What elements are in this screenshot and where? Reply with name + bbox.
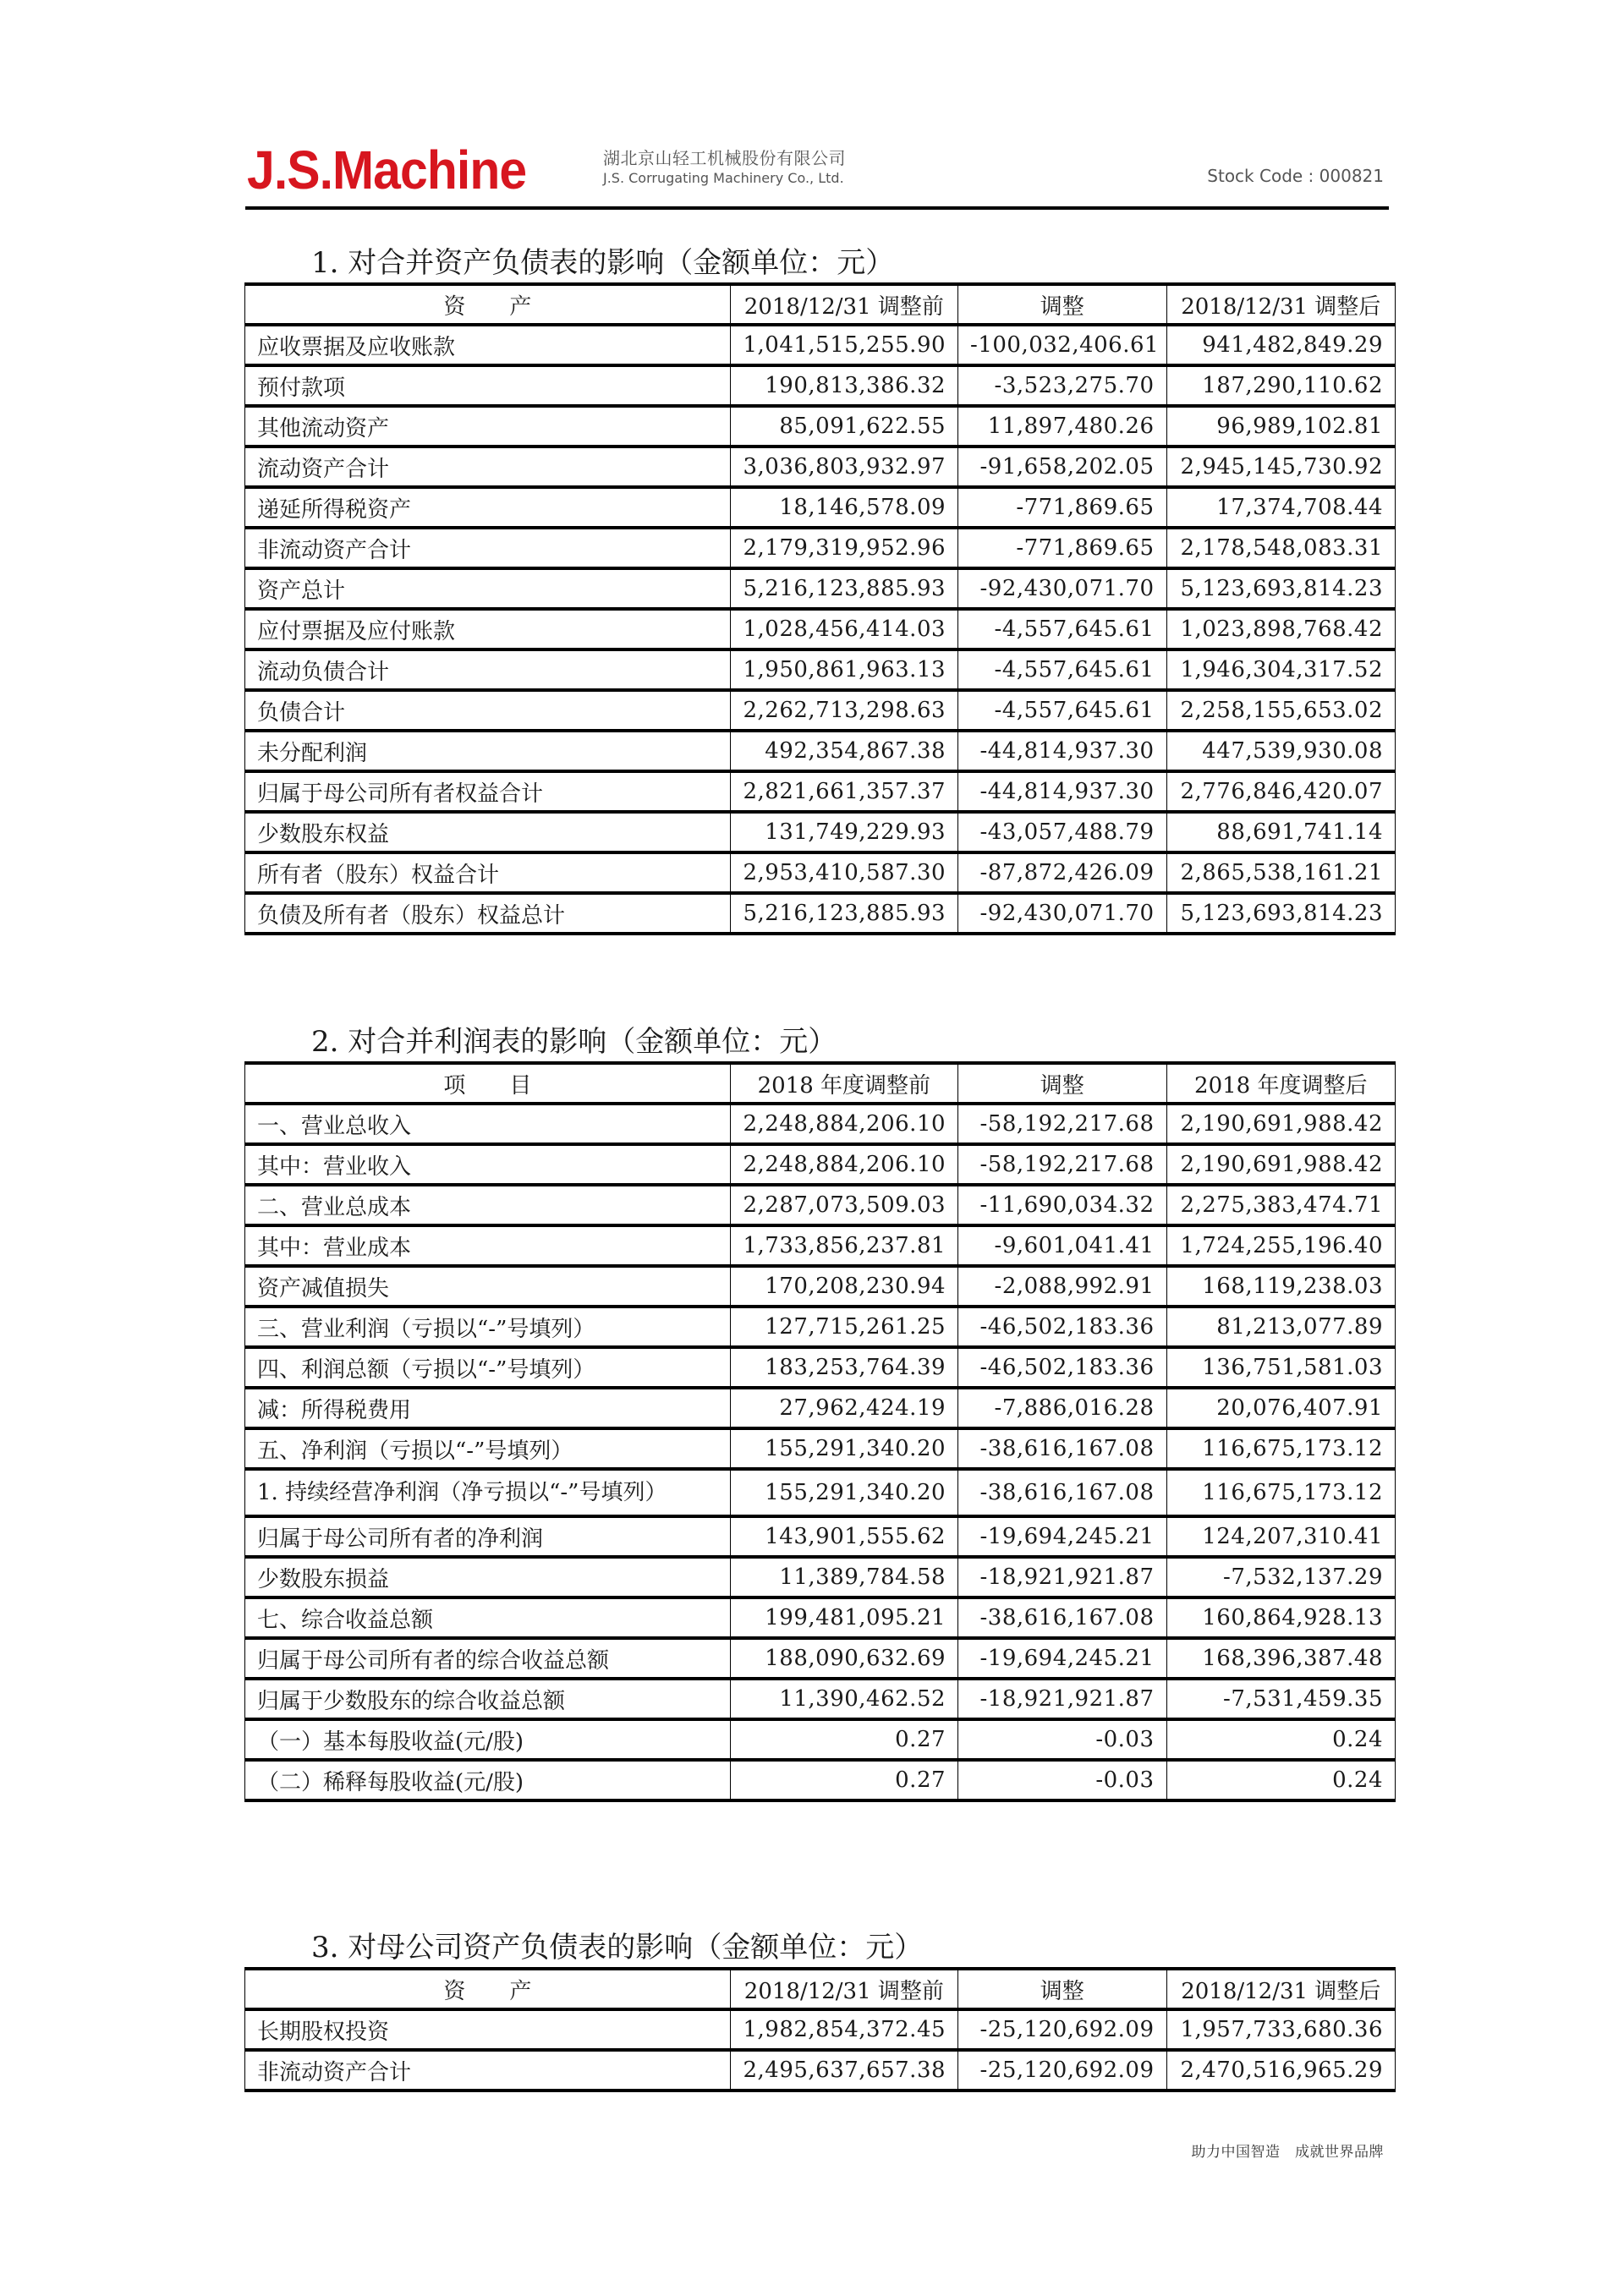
cell-before: 143,901,555.62 [730, 1516, 957, 1557]
section-title-parent-balance-sheet: 3. 对母公司资产负债表的影响（金额单位：元） [311, 1931, 924, 1964]
cell-adjustment: -92,430,071.70 [958, 568, 1166, 609]
cell-before: 5,216,123,885.93 [730, 893, 957, 934]
cell-before: 2,248,884,206.10 [730, 1144, 957, 1185]
cell-adjustment: -25,120,692.09 [958, 2050, 1166, 2091]
cell-adjustment: -87,872,426.09 [958, 852, 1166, 893]
table-row [245, 568, 1396, 609]
cell-after: 0.24 [1166, 1719, 1396, 1760]
cell-before: 5,216,123,885.93 [730, 568, 957, 609]
cell-after: 2,190,691,988.42 [1166, 1144, 1396, 1185]
cell-after: 2,776,846,420.07 [1166, 771, 1396, 812]
table-row [245, 690, 1396, 731]
cell-before: 0.27 [730, 1719, 957, 1760]
cell-after: -7,531,459.35 [1166, 1679, 1396, 1719]
table-row [245, 1557, 1396, 1597]
table-row [245, 1347, 1396, 1388]
row-label: 递延所得税资产 [245, 487, 731, 528]
row-label: 归属于母公司所有者的综合收益总额 [245, 1638, 731, 1679]
row-label: 流动负债合计 [245, 649, 731, 690]
cell-before: 2,953,410,587.30 [730, 852, 957, 893]
cell-adjustment: -19,694,245.21 [958, 1638, 1166, 1679]
table-row [245, 1144, 1396, 1185]
table-row [245, 649, 1396, 690]
cell-before: 2,495,637,657.38 [730, 2050, 957, 2091]
cell-adjustment: -92,430,071.70 [958, 893, 1166, 934]
row-label: 1. 持续经营净利润（净亏损以“-”号填列） [245, 1469, 731, 1516]
table-row [245, 893, 1396, 934]
column-header: 2018/12/31 调整后 [1166, 284, 1396, 325]
cell-before: 11,390,462.52 [730, 1679, 957, 1719]
cell-after: 136,751,581.03 [1166, 1347, 1396, 1388]
table-row [245, 365, 1396, 406]
stock-code: Stock Code : 000821 [1207, 166, 1384, 186]
row-label: 少数股东损益 [245, 1557, 731, 1597]
cell-before: 18,146,578.09 [730, 487, 957, 528]
column-header: 2018 年度调整后 [1166, 1063, 1396, 1104]
table-row [245, 528, 1396, 568]
cell-after: -7,532,137.29 [1166, 1557, 1396, 1597]
row-label: 归属于少数股东的综合收益总额 [245, 1679, 731, 1719]
table-row [245, 1638, 1396, 1679]
cell-before: 2,287,073,509.03 [730, 1185, 957, 1225]
table-row [245, 1719, 1396, 1760]
table-row [245, 1428, 1396, 1469]
cell-after: 2,275,383,474.71 [1166, 1185, 1396, 1225]
cell-after: 941,482,849.29 [1166, 325, 1396, 365]
row-label: 长期股权投资 [245, 2009, 731, 2050]
row-label: 减：所得税费用 [245, 1388, 731, 1428]
cell-after: 81,213,077.89 [1166, 1307, 1396, 1347]
table-parent-balance-sheet [244, 1967, 1396, 2092]
cell-after: 5,123,693,814.23 [1166, 893, 1396, 934]
cell-before: 170,208,230.94 [730, 1266, 957, 1307]
cell-after: 2,470,516,965.29 [1166, 2050, 1396, 2091]
cell-adjustment: -91,658,202.05 [958, 447, 1166, 487]
row-label: 其中：营业收入 [245, 1144, 731, 1185]
cell-after: 20,076,407.91 [1166, 1388, 1396, 1428]
column-header: 资 产 [245, 1969, 731, 2009]
row-label: 未分配利润 [245, 731, 731, 771]
row-label: 流动资产合计 [245, 447, 731, 487]
row-label: 预付款项 [245, 365, 731, 406]
table-header-row [245, 284, 1396, 325]
cell-adjustment: -38,616,167.08 [958, 1469, 1166, 1516]
row-label: （一）基本每股收益(元/股) [245, 1719, 731, 1760]
cell-before: 183,253,764.39 [730, 1347, 957, 1388]
row-label: 二、营业总成本 [245, 1185, 731, 1225]
cell-adjustment: -44,814,937.30 [958, 731, 1166, 771]
column-header: 2018/12/31 调整后 [1166, 1969, 1396, 2009]
cell-after: 96,989,102.81 [1166, 406, 1396, 447]
cell-after: 2,945,145,730.92 [1166, 447, 1396, 487]
cell-adjustment: -4,557,645.61 [958, 609, 1166, 649]
cell-after: 1,023,898,768.42 [1166, 609, 1396, 649]
cell-before: 188,090,632.69 [730, 1638, 957, 1679]
cell-after: 17,374,708.44 [1166, 487, 1396, 528]
cell-adjustment: -7,886,016.28 [958, 1388, 1166, 1428]
table-row [245, 771, 1396, 812]
table-row [245, 487, 1396, 528]
table-row [245, 852, 1396, 893]
row-label: 非流动资产合计 [245, 2050, 731, 2091]
company-name-cn: 湖北京山轻工机械股份有限公司 [603, 148, 846, 168]
row-label: 非流动资产合计 [245, 528, 731, 568]
cell-after: 1,957,733,680.36 [1166, 2009, 1396, 2050]
table-row [245, 812, 1396, 852]
cell-after: 0.24 [1166, 1760, 1396, 1800]
cell-adjustment: -2,088,992.91 [958, 1266, 1166, 1307]
row-label: 其他流动资产 [245, 406, 731, 447]
cell-before: 0.27 [730, 1760, 957, 1800]
cell-adjustment: -771,869.65 [958, 487, 1166, 528]
cell-after: 2,190,691,988.42 [1166, 1104, 1396, 1144]
row-label: 四、利润总额（亏损以“-”号填列） [245, 1347, 731, 1388]
table-row [245, 1104, 1396, 1144]
cell-adjustment: -38,616,167.08 [958, 1597, 1166, 1638]
cell-before: 190,813,386.32 [730, 365, 957, 406]
cell-before: 2,821,661,357.37 [730, 771, 957, 812]
table-consolidated-balance-sheet [244, 282, 1396, 935]
header-divider [245, 206, 1389, 210]
company-name-en: J.S. Corrugating Machinery Co., Ltd. [603, 170, 844, 186]
cell-before: 155,291,340.20 [730, 1469, 957, 1516]
cell-adjustment: -19,694,245.21 [958, 1516, 1166, 1557]
cell-after: 2,178,548,083.31 [1166, 528, 1396, 568]
table-row [245, 447, 1396, 487]
row-label: 资产总计 [245, 568, 731, 609]
cell-before: 1,950,861,963.13 [730, 649, 957, 690]
cell-adjustment: -18,921,921.87 [958, 1679, 1166, 1719]
row-label: 应付票据及应付账款 [245, 609, 731, 649]
cell-adjustment: -58,192,217.68 [958, 1104, 1166, 1144]
column-header: 调整 [958, 284, 1166, 325]
row-label: 其中：营业成本 [245, 1225, 731, 1266]
cell-before: 127,715,261.25 [730, 1307, 957, 1347]
table-row [245, 406, 1396, 447]
table-row [245, 2009, 1396, 2050]
cell-after: 447,539,930.08 [1166, 731, 1396, 771]
row-label: 三、营业利润（亏损以“-”号填列） [245, 1307, 731, 1347]
cell-before: 199,481,095.21 [730, 1597, 957, 1638]
table-consolidated-income-statement [244, 1061, 1396, 1802]
company-name-block [603, 147, 846, 188]
table-row [245, 1266, 1396, 1307]
cell-adjustment: -46,502,183.36 [958, 1347, 1166, 1388]
table-body [245, 1969, 1396, 2091]
cell-before: 492,354,867.38 [730, 731, 957, 771]
cell-before: 1,041,515,255.90 [730, 325, 957, 365]
section-title-consolidated-income-statement: 2. 对合并利润表的影响（金额单位：元） [311, 1025, 837, 1059]
cell-before: 11,389,784.58 [730, 1557, 957, 1597]
cell-before: 2,179,319,952.96 [730, 528, 957, 568]
cell-before: 27,962,424.19 [730, 1388, 957, 1428]
cell-after: 116,675,173.12 [1166, 1428, 1396, 1469]
cell-after: 168,396,387.48 [1166, 1638, 1396, 1679]
table-row [245, 731, 1396, 771]
column-header: 2018 年度调整前 [730, 1063, 957, 1104]
column-header: 2018/12/31 调整前 [730, 1969, 957, 2009]
cell-before: 3,036,803,932.97 [730, 447, 957, 487]
footer-tagline: 助力中国智造 成就世界品牌 [1191, 2144, 1384, 2161]
table-row [245, 1679, 1396, 1719]
cell-after: 160,864,928.13 [1166, 1597, 1396, 1638]
cell-adjustment: -58,192,217.68 [958, 1144, 1166, 1185]
page-header [244, 135, 1396, 211]
table-header-row [245, 1063, 1396, 1104]
cell-after: 2,258,155,653.02 [1166, 690, 1396, 731]
cell-after: 124,207,310.41 [1166, 1516, 1396, 1557]
cell-after: 1,946,304,317.52 [1166, 649, 1396, 690]
table-header-row [245, 1969, 1396, 2009]
cell-adjustment: -771,869.65 [958, 528, 1166, 568]
cell-adjustment: -11,690,034.32 [958, 1185, 1166, 1225]
table-row [245, 1469, 1396, 1516]
cell-after: 168,119,238.03 [1166, 1266, 1396, 1307]
row-label: 七、综合收益总额 [245, 1597, 731, 1638]
cell-adjustment: -43,057,488.79 [958, 812, 1166, 852]
cell-adjustment: -0.03 [958, 1760, 1166, 1800]
cell-before: 1,733,856,237.81 [730, 1225, 957, 1266]
cell-before: 2,248,884,206.10 [730, 1104, 957, 1144]
column-header: 调整 [958, 1969, 1166, 2009]
cell-after: 2,865,538,161.21 [1166, 852, 1396, 893]
row-label: 所有者（股东）权益合计 [245, 852, 731, 893]
table-row [245, 609, 1396, 649]
cell-adjustment: -9,601,041.41 [958, 1225, 1166, 1266]
company-logo: J.S.Machine [247, 140, 527, 200]
row-label: 负债合计 [245, 690, 731, 731]
row-label: 少数股东权益 [245, 812, 731, 852]
cell-after: 5,123,693,814.23 [1166, 568, 1396, 609]
cell-before: 2,262,713,298.63 [730, 690, 957, 731]
cell-adjustment: -4,557,645.61 [958, 649, 1166, 690]
column-header: 资 产 [245, 284, 731, 325]
cell-adjustment: -4,557,645.61 [958, 690, 1166, 731]
row-label: 一、营业总收入 [245, 1104, 731, 1144]
cell-before: 85,091,622.55 [730, 406, 957, 447]
row-label: 五、净利润（亏损以“-”号填列） [245, 1428, 731, 1469]
cell-before: 1,028,456,414.03 [730, 609, 957, 649]
table-row [245, 325, 1396, 365]
cell-adjustment: -44,814,937.30 [958, 771, 1166, 812]
column-header: 2018/12/31 调整前 [730, 284, 957, 325]
cell-after: 187,290,110.62 [1166, 365, 1396, 406]
cell-adjustment: 11,897,480.26 [958, 406, 1166, 447]
cell-adjustment: -25,120,692.09 [958, 2009, 1166, 2050]
cell-after: 88,691,741.14 [1166, 812, 1396, 852]
section-title-consolidated-balance-sheet: 1. 对合并资产负债表的影响（金额单位：元） [311, 246, 895, 280]
row-label: 归属于母公司所有者的净利润 [245, 1516, 731, 1557]
row-label: 资产减值损失 [245, 1266, 731, 1307]
table-row [245, 1307, 1396, 1347]
table-row [245, 1225, 1396, 1266]
cell-before: 1,982,854,372.45 [730, 2009, 957, 2050]
column-header: 项 目 [245, 1063, 731, 1104]
cell-adjustment: -0.03 [958, 1719, 1166, 1760]
table-row [245, 1516, 1396, 1557]
cell-adjustment: -100,032,406.61 [958, 325, 1166, 365]
row-label: 负债及所有者（股东）权益总计 [245, 893, 731, 934]
column-header: 调整 [958, 1063, 1166, 1104]
cell-after: 116,675,173.12 [1166, 1469, 1396, 1516]
table-row [245, 1760, 1396, 1800]
cell-adjustment: -3,523,275.70 [958, 365, 1166, 406]
cell-adjustment: -38,616,167.08 [958, 1428, 1166, 1469]
table-row [245, 2050, 1396, 2091]
row-label: 应收票据及应收账款 [245, 325, 731, 365]
table-row [245, 1388, 1396, 1428]
cell-before: 131,749,229.93 [730, 812, 957, 852]
table-row [245, 1597, 1396, 1638]
cell-before: 155,291,340.20 [730, 1428, 957, 1469]
table-body [245, 1063, 1396, 1800]
table-row [245, 1185, 1396, 1225]
row-label: 归属于母公司所有者权益合计 [245, 771, 731, 812]
cell-adjustment: -46,502,183.36 [958, 1307, 1166, 1347]
cell-after: 1,724,255,196.40 [1166, 1225, 1396, 1266]
cell-adjustment: -18,921,921.87 [958, 1557, 1166, 1597]
table-body [245, 284, 1396, 934]
row-label: （二）稀释每股收益(元/股) [245, 1760, 731, 1800]
